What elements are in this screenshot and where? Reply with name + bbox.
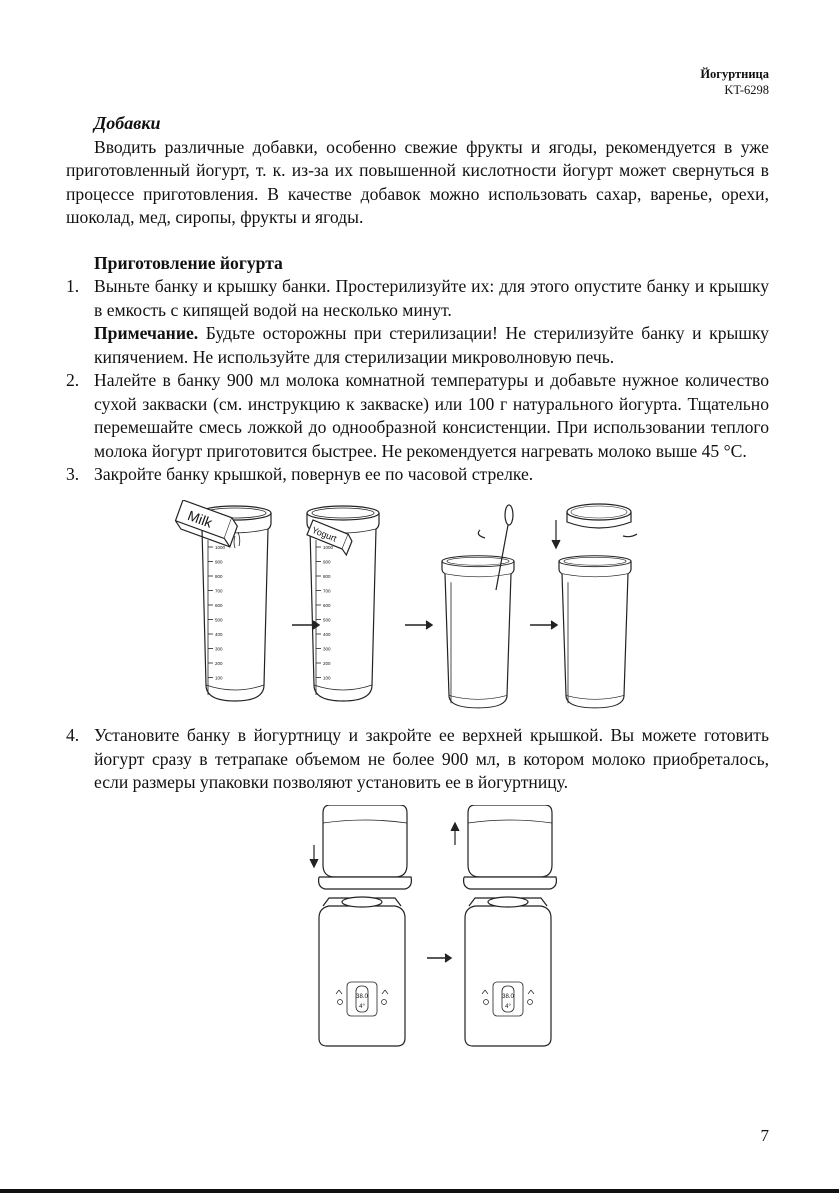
step-3	[66, 463, 769, 487]
note-label: Примечание.	[94, 323, 199, 343]
display-top: 38.0	[502, 994, 514, 1000]
up-arrow-icon	[451, 823, 459, 845]
step-number: 1.	[66, 276, 80, 296]
scale-label: 200	[323, 661, 331, 666]
scale-label: 900	[323, 559, 331, 565]
yogurt-maker-figure	[305, 805, 575, 1050]
step-number: 3.	[66, 464, 80, 484]
scale-label: 100	[215, 675, 223, 681]
header-product: Йогуртница	[700, 67, 769, 81]
preparation-title: Приготовление йогурта	[94, 252, 283, 273]
step-2	[66, 369, 769, 463]
down-arrow-icon	[310, 845, 318, 867]
scale-label: 500	[215, 617, 223, 623]
arrow-right-icon	[427, 954, 451, 962]
note	[94, 322, 769, 369]
yogurt-label: Yogurt	[310, 524, 339, 544]
scale-label: 500	[323, 617, 331, 623]
milk-label: Milk	[185, 507, 215, 531]
display-top: 38.0	[356, 994, 368, 1000]
scale-label: 700	[215, 588, 223, 594]
additives-text: Вводить различные добавки, особенно свежие фрукты и ягоды, рекомендуется в уже приготовленный йогурт, т. к. из-за их повышенной кислотности йогурт может свернуться в процессе приготовления. В качестве добавок можно использовать сахар, варенье, орехи, шоколад, мед, сиропы, фрукты и ягоды.	[66, 136, 769, 227]
jar-preparation-figure	[175, 500, 645, 710]
top-lid-lowering	[319, 805, 412, 889]
step-text: Выньте банку и крышку банки. Простерилизуйте их: для этого опустите банку и крышку в емкость с кипящей водой на несколько минут.	[94, 276, 769, 320]
step-text: Закройте банку крышкой, повернув ее по часовой стрелке.	[94, 464, 534, 484]
stir-arrow-icon	[478, 530, 485, 538]
scale-label: 300	[323, 646, 331, 652]
step-4	[66, 724, 769, 795]
rotate-arrow-icon	[623, 534, 637, 537]
scale-label: 400	[323, 632, 331, 637]
scale-label: 800	[323, 574, 331, 579]
lid-icon	[567, 504, 631, 528]
jar-milk	[199, 506, 271, 701]
bottom-border	[0, 1189, 839, 1193]
jar-closing	[559, 556, 631, 708]
step-1	[66, 275, 769, 322]
step-number: 4.	[66, 725, 80, 745]
display-bottom: 4°	[359, 1004, 365, 1010]
scale-label: 1000	[323, 545, 334, 550]
jar-stirring	[442, 556, 514, 708]
scale-label: 100	[323, 675, 331, 681]
scale-label: 300	[215, 646, 223, 652]
page-number: 7	[760, 1126, 769, 1145]
arrow-right-icon	[292, 621, 557, 629]
yogurt-maker-base	[319, 897, 405, 1046]
jar-scale-ticks	[316, 545, 334, 681]
step-number: 2.	[66, 370, 80, 390]
page-header	[700, 66, 769, 98]
step-text: Налейте в банку 900 мл молока комнатной температуры и добавьте нужное количество сухой закваски (см. инструкцию к закваске) или 100 г натурального йогурта. Тщательно перемешайте смесь ложкой до однообразной консистенции. При использовании теплого молока йогурт приготовится быстрее. Не рекомендуется нагревать молоко выше 45 °C.	[94, 370, 769, 461]
jar-scale-ticks	[208, 545, 226, 681]
scale-label: 600	[323, 603, 331, 608]
step-text: Установите банку в йогуртницу и закройте ее верхней крышкой. Вы можете готовить йогурт сразу в тетрапаке объемом не более 900 мл, в котором молоко приобреталось, если размеры упаковки позволяют установить ее в йогуртницу.	[94, 725, 769, 792]
scale-label: 400	[215, 632, 223, 637]
note-text: Будьте осторожны при стерилизации! Не стерилизуйте банку и крышку кипячением. Не используйте для стерилизации микроволновую печь.	[94, 323, 769, 367]
additives-title: Добавки	[94, 113, 161, 133]
top-lid-raised	[464, 805, 557, 889]
display-bottom: 4°	[505, 1004, 511, 1010]
scale-label: 1000	[215, 545, 226, 550]
main-text	[66, 112, 769, 487]
scale-label: 200	[215, 661, 223, 666]
scale-label: 900	[215, 559, 223, 565]
scale-label: 800	[215, 574, 223, 579]
yogurt-maker-base	[465, 897, 551, 1046]
scale-label: 600	[215, 603, 223, 608]
header-model: KT-6298	[724, 83, 769, 97]
scale-label: 700	[323, 588, 331, 594]
milk-carton-icon	[175, 500, 239, 547]
